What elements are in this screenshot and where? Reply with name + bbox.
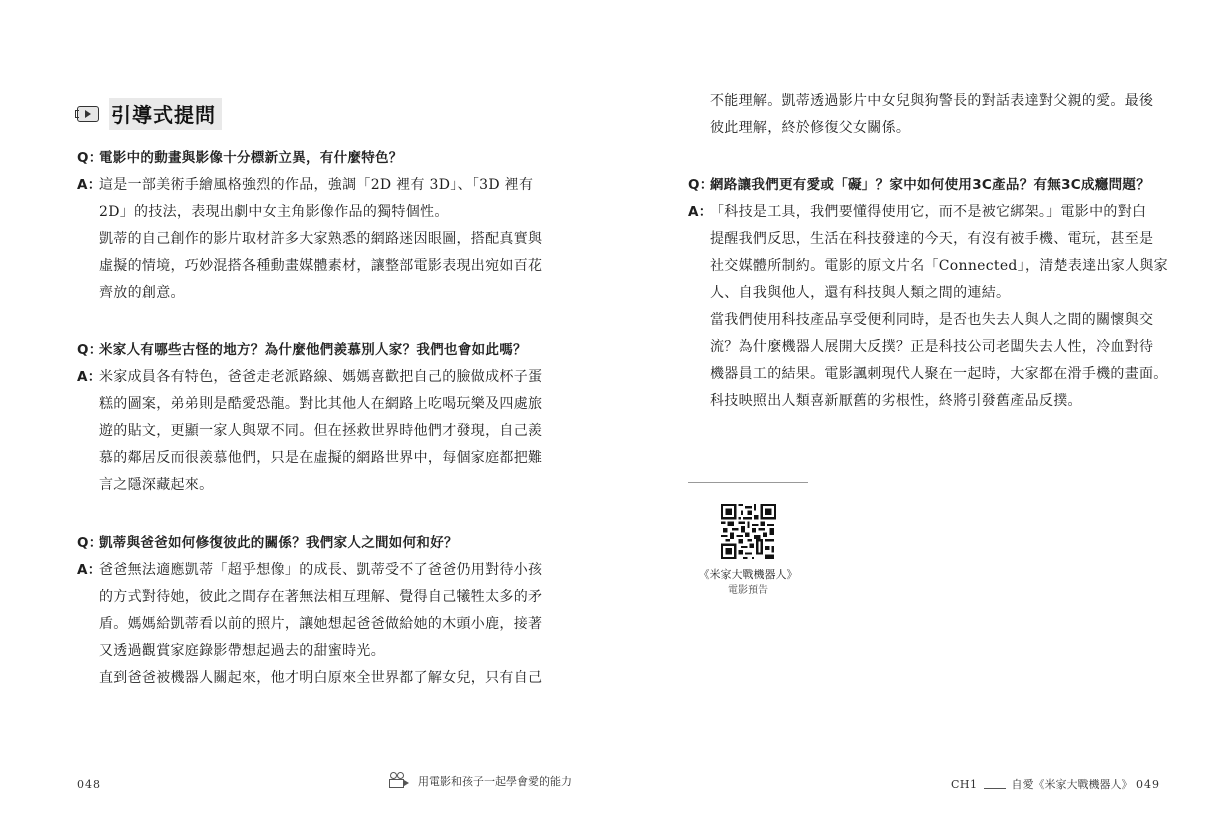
chapter-title: 自愛《米家大戰機器人》 <box>1011 778 1133 791</box>
question-label: Q： <box>77 535 103 551</box>
answer <box>688 199 1168 415</box>
running-footer-right <box>951 776 1133 792</box>
question-text: 電影中的動畫與影像十分標新立異，有什麼特色？ <box>99 150 403 166</box>
answer-line: 提醒我們反思，生活在科技發達的今天，有沒有被手機、電玩，甚至是 <box>710 231 1154 247</box>
question <box>77 337 542 364</box>
answer-line: 這是一部美術手繪風格強烈的作品，強調「2D 裡有 3D」、「3D 裡有 <box>99 177 534 193</box>
question <box>688 172 1168 199</box>
answer-line: 糕的圖案，弟弟則是酷愛恐龍。對比其他人在網路上吃喝玩樂及四處旅 <box>99 396 543 412</box>
answer-label: A： <box>77 177 102 193</box>
footer-rule <box>984 788 1006 789</box>
answer-line: 人、自我與他人，還有科技與人類之間的連結。 <box>710 285 1011 301</box>
answer <box>77 557 542 692</box>
answer-label: A： <box>77 369 102 385</box>
question-text: 網路讓我們更有愛或「礙」？家中如何使用3C產品？有無3C成癮問題？ <box>710 177 1151 193</box>
question <box>77 530 542 557</box>
qa-block-4 <box>688 172 1168 415</box>
answer-line: 又透過觀賞家庭錄影帶想起過去的甜蜜時光。 <box>99 643 385 659</box>
question-label: Q： <box>77 150 103 166</box>
video-play-icon <box>77 106 99 122</box>
answer-line: 凱蒂的自己創作的影片取材許多大家熟悉的網路迷因眼圖，搭配真實與 <box>99 231 543 247</box>
answer-line: 的方式對待她，彼此之間存在著無法相互理解、覺得自己犧牲太多的矛 <box>99 589 543 605</box>
question-text: 米家人有哪些古怪的地方？為什麼他們羨慕別人家？我們也會如此嗎？ <box>99 342 527 358</box>
answer-line: 科技映照出人類喜新厭舊的劣根性，終將引發舊產品反撲。 <box>710 393 1082 409</box>
continued-paragraph <box>710 88 1153 142</box>
qa-block-1 <box>77 145 542 307</box>
divider <box>688 482 808 483</box>
qr-code-icon[interactable] <box>721 504 776 559</box>
question <box>77 145 542 172</box>
answer <box>77 172 542 307</box>
body-line: 不能理解。凱蒂透過影片中女兒與狗警長的對話表達對父親的愛。最後 <box>710 93 1154 109</box>
qa-block-3 <box>77 530 542 692</box>
answer-line: 齊放的創意。 <box>99 285 185 301</box>
page-number: 048 <box>77 778 101 791</box>
answer-line: 當我們使用科技產品享受便利同時，是否也失去人與人之間的關懷與交 <box>710 312 1154 328</box>
answer-line: 機器員工的結果。電影諷刺現代人聚在一起時，大家都在滑手機的畫面。 <box>710 366 1168 382</box>
answer-label: A： <box>77 562 102 578</box>
answer-line: 「科技是工具，我們要懂得使用它，而不是被它綁架。」電影中的對白 <box>710 204 1147 220</box>
answer-line: 爸爸無法適應凱蒂「超乎想像」的成長、凱蒂受不了爸爸仍用對待小孩 <box>99 562 543 578</box>
qr-caption: 《米家大戰機器人》 <box>698 568 798 581</box>
answer-line: 2D」的技法，表現出劇中女主角影像作品的獨特個性。 <box>99 204 449 220</box>
answer <box>77 364 542 499</box>
page-number: 049 <box>1136 778 1160 791</box>
section-title: 引導式提問 <box>109 98 222 130</box>
chapter-label: CH1 <box>951 777 978 791</box>
question-text: 凱蒂與爸爸如何修復彼此的關係？我們家人之間如何和好？ <box>99 535 458 551</box>
running-footer <box>388 772 572 790</box>
qa-block-2 <box>77 337 542 499</box>
question-label: Q： <box>77 342 103 358</box>
trailer-qr-block <box>688 482 808 596</box>
book-title: 用電影和孩子一起學會愛的能力 <box>418 775 572 788</box>
answer-line: 直到爸爸被機器人關起來，他才明白原來全世界都了解女兒，只有自己 <box>99 670 543 686</box>
section-heading <box>77 98 222 130</box>
question-label: Q： <box>688 177 714 193</box>
answer-line: 虛擬的情境，巧妙混搭各種動畫媒體素材，讓整部電影表現出宛如百花 <box>99 258 543 274</box>
answer-line: 流？為什麼機器人展開大反撲？正是科技公司老闆失去人性，冷血對待 <box>710 339 1154 355</box>
answer-line: 米家成員各有特色，爸爸走老派路線、媽媽喜歡把自己的臉做成杯子蛋 <box>99 369 543 385</box>
answer-line: 社交媒體所制約。電影的原文片名「Connected」，清楚表達出家人與家 <box>710 258 1168 274</box>
left-page <box>0 0 615 837</box>
answer-line: 盾。媽媽給凱蒂看以前的照片，讓她想起爸爸做給她的木頭小鹿，接著 <box>99 616 543 632</box>
answer-label: A： <box>688 204 713 220</box>
film-camera-icon <box>388 772 410 790</box>
qr-subcaption: 電影預告 <box>728 585 768 596</box>
answer-line: 言之隱深藏起來。 <box>99 477 214 493</box>
answer-line: 慕的鄰居反而很羨慕他們，只是在虛擬的網路世界中，每個家庭都把難 <box>99 450 543 466</box>
answer-line: 遊的貼文，更顯一家人與眾不同。但在拯救世界時他們才發現，自己羨 <box>99 423 543 439</box>
body-line: 彼此理解，終於修復父女關係。 <box>710 120 911 136</box>
